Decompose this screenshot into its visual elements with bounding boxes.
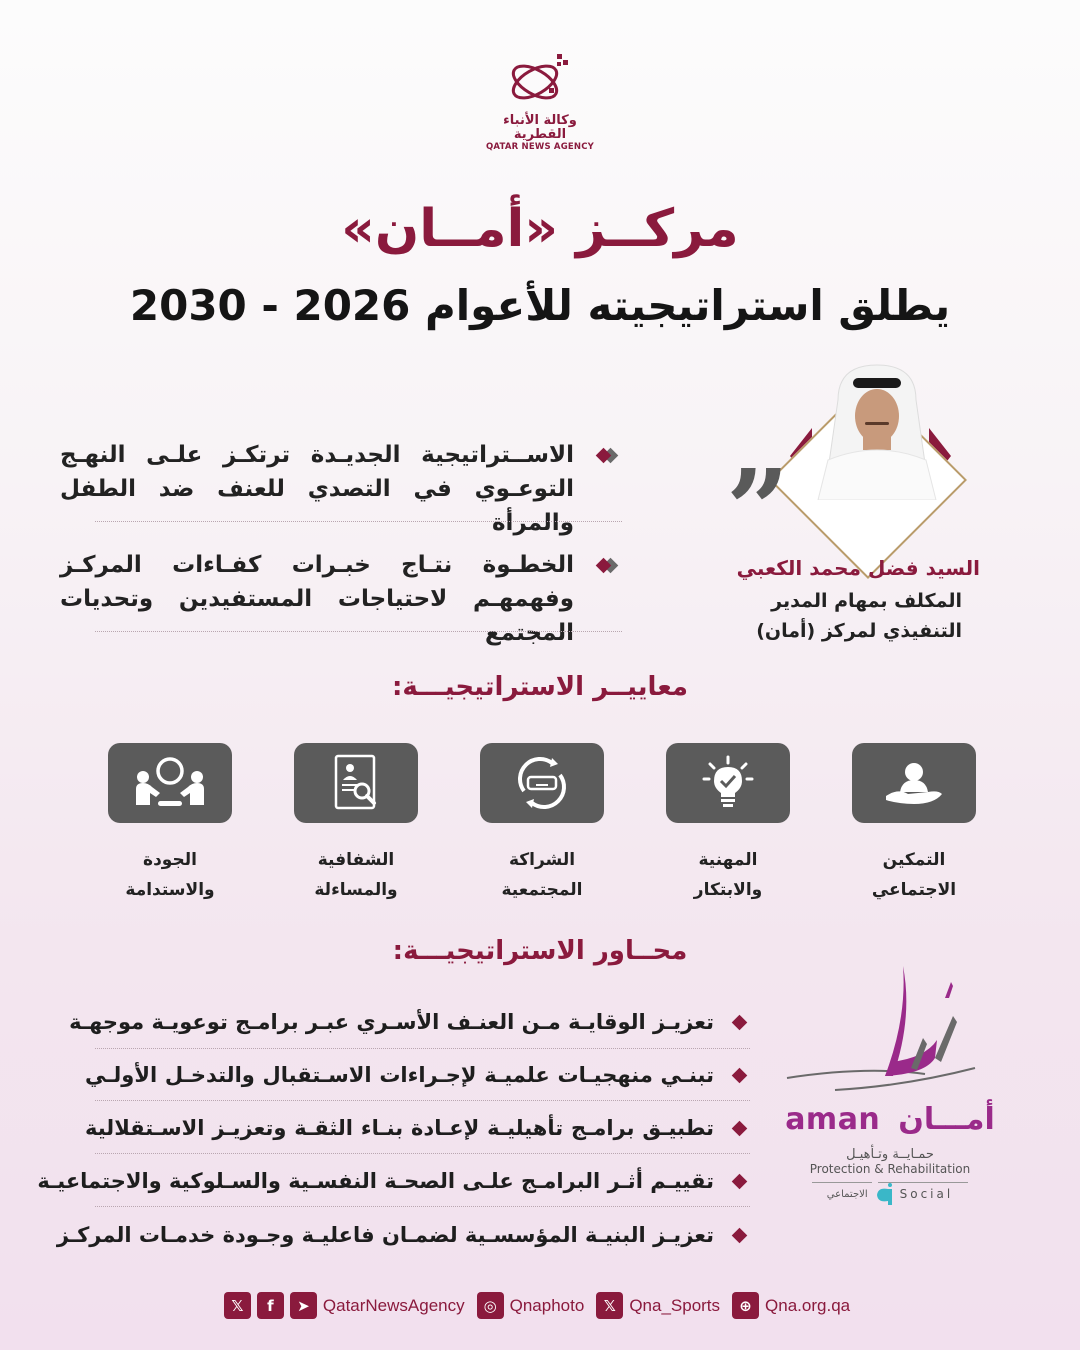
social-handle-qnaphoto[interactable]: Qnaphoto: [509, 1295, 585, 1315]
brand-name-en: QATAR NEWS AGENCY: [485, 142, 594, 152]
handshake-cycle-icon: [512, 755, 572, 811]
key-point: [60, 548, 620, 650]
axes-title: محــاور الاستراتيجيـــة:: [392, 936, 688, 966]
axis-text: تعزيـز الوقايـة مـن العنـف الأسـري عبـر برامـج توعويـة موجهـة: [69, 1010, 714, 1034]
speaker-portrait: [808, 360, 946, 500]
aman-word-en: aman: [785, 1102, 881, 1137]
diamond-bullet-icon: [732, 1014, 748, 1030]
speaker-role-line2: التنفيذي لمركز (أمان): [756, 620, 962, 642]
criteria-label-line1: الجودة: [143, 850, 197, 870]
divider: [95, 1206, 750, 1207]
social-handle-qna-sports[interactable]: Qna_Sports: [629, 1295, 721, 1315]
partner-name-en: Social: [899, 1187, 954, 1201]
criteria-label-line2: الاجتماعي: [871, 880, 957, 900]
speaker-name: السيد فضل محمد الكعبي: [736, 556, 980, 580]
double-diamond-bullet-icon: [592, 556, 620, 576]
criteria-label-line2: المجتمعية: [501, 880, 583, 900]
key-point-text: الاســتراتيجية الجديـدة ترتكـز علـى النهـج التوعـوي في التصدي للعنف ضد الطفل والمرأة: [60, 442, 574, 536]
diamond-bullet-icon: [732, 1173, 748, 1189]
aman-tagline-en: Protection & Rehabilitation: [809, 1162, 971, 1176]
criteria-label-line2: والابتكار: [693, 880, 763, 900]
divider: [95, 521, 622, 522]
diamond-bullet-icon: [732, 1120, 748, 1136]
axis-item: [85, 1110, 745, 1146]
facebook-icon[interactable]: f: [257, 1292, 284, 1319]
axis-text: تبنـي منهجيـات علميـة لإجـراءات الاسـتقبال والتدخـل الأولـي: [85, 1063, 714, 1087]
diamond-bullet-icon: [732, 1227, 748, 1243]
aman-calligraphy-icon: [785, 958, 995, 1098]
social-handle-qatarnewsagency[interactable]: QatarNewsAgency: [322, 1295, 465, 1315]
criteria-item: [293, 743, 419, 905]
instagram-icon[interactable]: ◎: [477, 1292, 504, 1319]
criteria-label-line1: الشفافية: [317, 850, 395, 870]
website-link[interactable]: Qna.org.qa: [765, 1295, 851, 1315]
meeting-people-icon: [130, 755, 210, 811]
criteria-item: [665, 743, 791, 905]
criteria-title: معاييــر الاستراتيجيـــة:: [391, 672, 688, 702]
diamond-bullet-icon: [732, 1067, 748, 1083]
divider: [95, 631, 622, 632]
page-title: مركــز «أمــان»: [341, 199, 739, 259]
criteria-label-line1: التمكين: [882, 850, 946, 870]
axis-item: [69, 1004, 745, 1040]
document-search-icon: [328, 753, 384, 813]
page-subtitle: يطلق استراتيجيته للأعوام 2026 - 2030: [129, 281, 951, 330]
partner-logo: [785, 1183, 995, 1205]
axis-text: تطبيـق برامـج تأهيليـة لإعـادة بنـاء الثقـة وتعزيـز الاسـتقلالية: [85, 1116, 714, 1140]
x-icon[interactable]: 𝕏: [224, 1292, 251, 1319]
criteria-item: [107, 743, 233, 905]
partner-name-ar: الاجتماعي: [826, 1188, 868, 1200]
axis-item: [37, 1163, 745, 1199]
social-footer: [0, 1292, 1080, 1319]
criteria-item: [479, 743, 605, 905]
criteria-label-line1: المهنية: [698, 850, 758, 870]
axis-text: تعزيـز البنيـة المؤسسـية لضمـان فاعليـة وجـودة خدمـات المركـز: [56, 1223, 714, 1247]
lightbulb-check-icon: [698, 755, 758, 811]
speaker-role-line1: المكلف بمهام المدير: [771, 590, 962, 612]
axis-item: [56, 1217, 745, 1253]
divider: [95, 1153, 750, 1154]
x-icon[interactable]: 𝕏: [596, 1292, 623, 1319]
axis-item: [85, 1057, 745, 1093]
key-point-text: الخطـوة نتـاج خبـرات كفـاءات المركـز وفهمهـم لاحتياجات المستفيدين وتحديات المجتمع: [60, 552, 574, 646]
axis-text: تقييـم أثـر البرامـج علـى الصحـة النفسـية والسـلوكية والاجتماعيـة: [37, 1169, 714, 1193]
qsocial-logo-icon: [874, 1183, 894, 1205]
speaker-role: [756, 586, 962, 646]
qna-atom-heart-icon: [505, 48, 575, 112]
telegram-icon[interactable]: ➤: [290, 1292, 317, 1319]
criteria-label-line2: والاستدامة: [125, 880, 215, 900]
qna-logo: [480, 48, 600, 152]
aman-logo: [785, 958, 995, 1238]
criteria-item: [851, 743, 977, 905]
hand-holding-person-icon: [884, 758, 944, 808]
brand-name-ar: وكالة الأنباء القطرية: [503, 113, 577, 142]
double-diamond-bullet-icon: [592, 446, 620, 466]
aman-tagline-ar: حمـايــة وتـأهيـل: [846, 1147, 934, 1162]
key-point: [60, 438, 620, 540]
divider: [95, 1100, 750, 1101]
globe-icon[interactable]: ⊕: [732, 1292, 759, 1319]
criteria-label-line2: والمساءلة: [314, 880, 398, 900]
criteria-label-line1: الشراكة: [508, 850, 576, 870]
aman-word-ar: أمـــان: [898, 1102, 995, 1137]
divider: [95, 1048, 750, 1049]
quote-mark-icon: ”: [726, 445, 790, 574]
